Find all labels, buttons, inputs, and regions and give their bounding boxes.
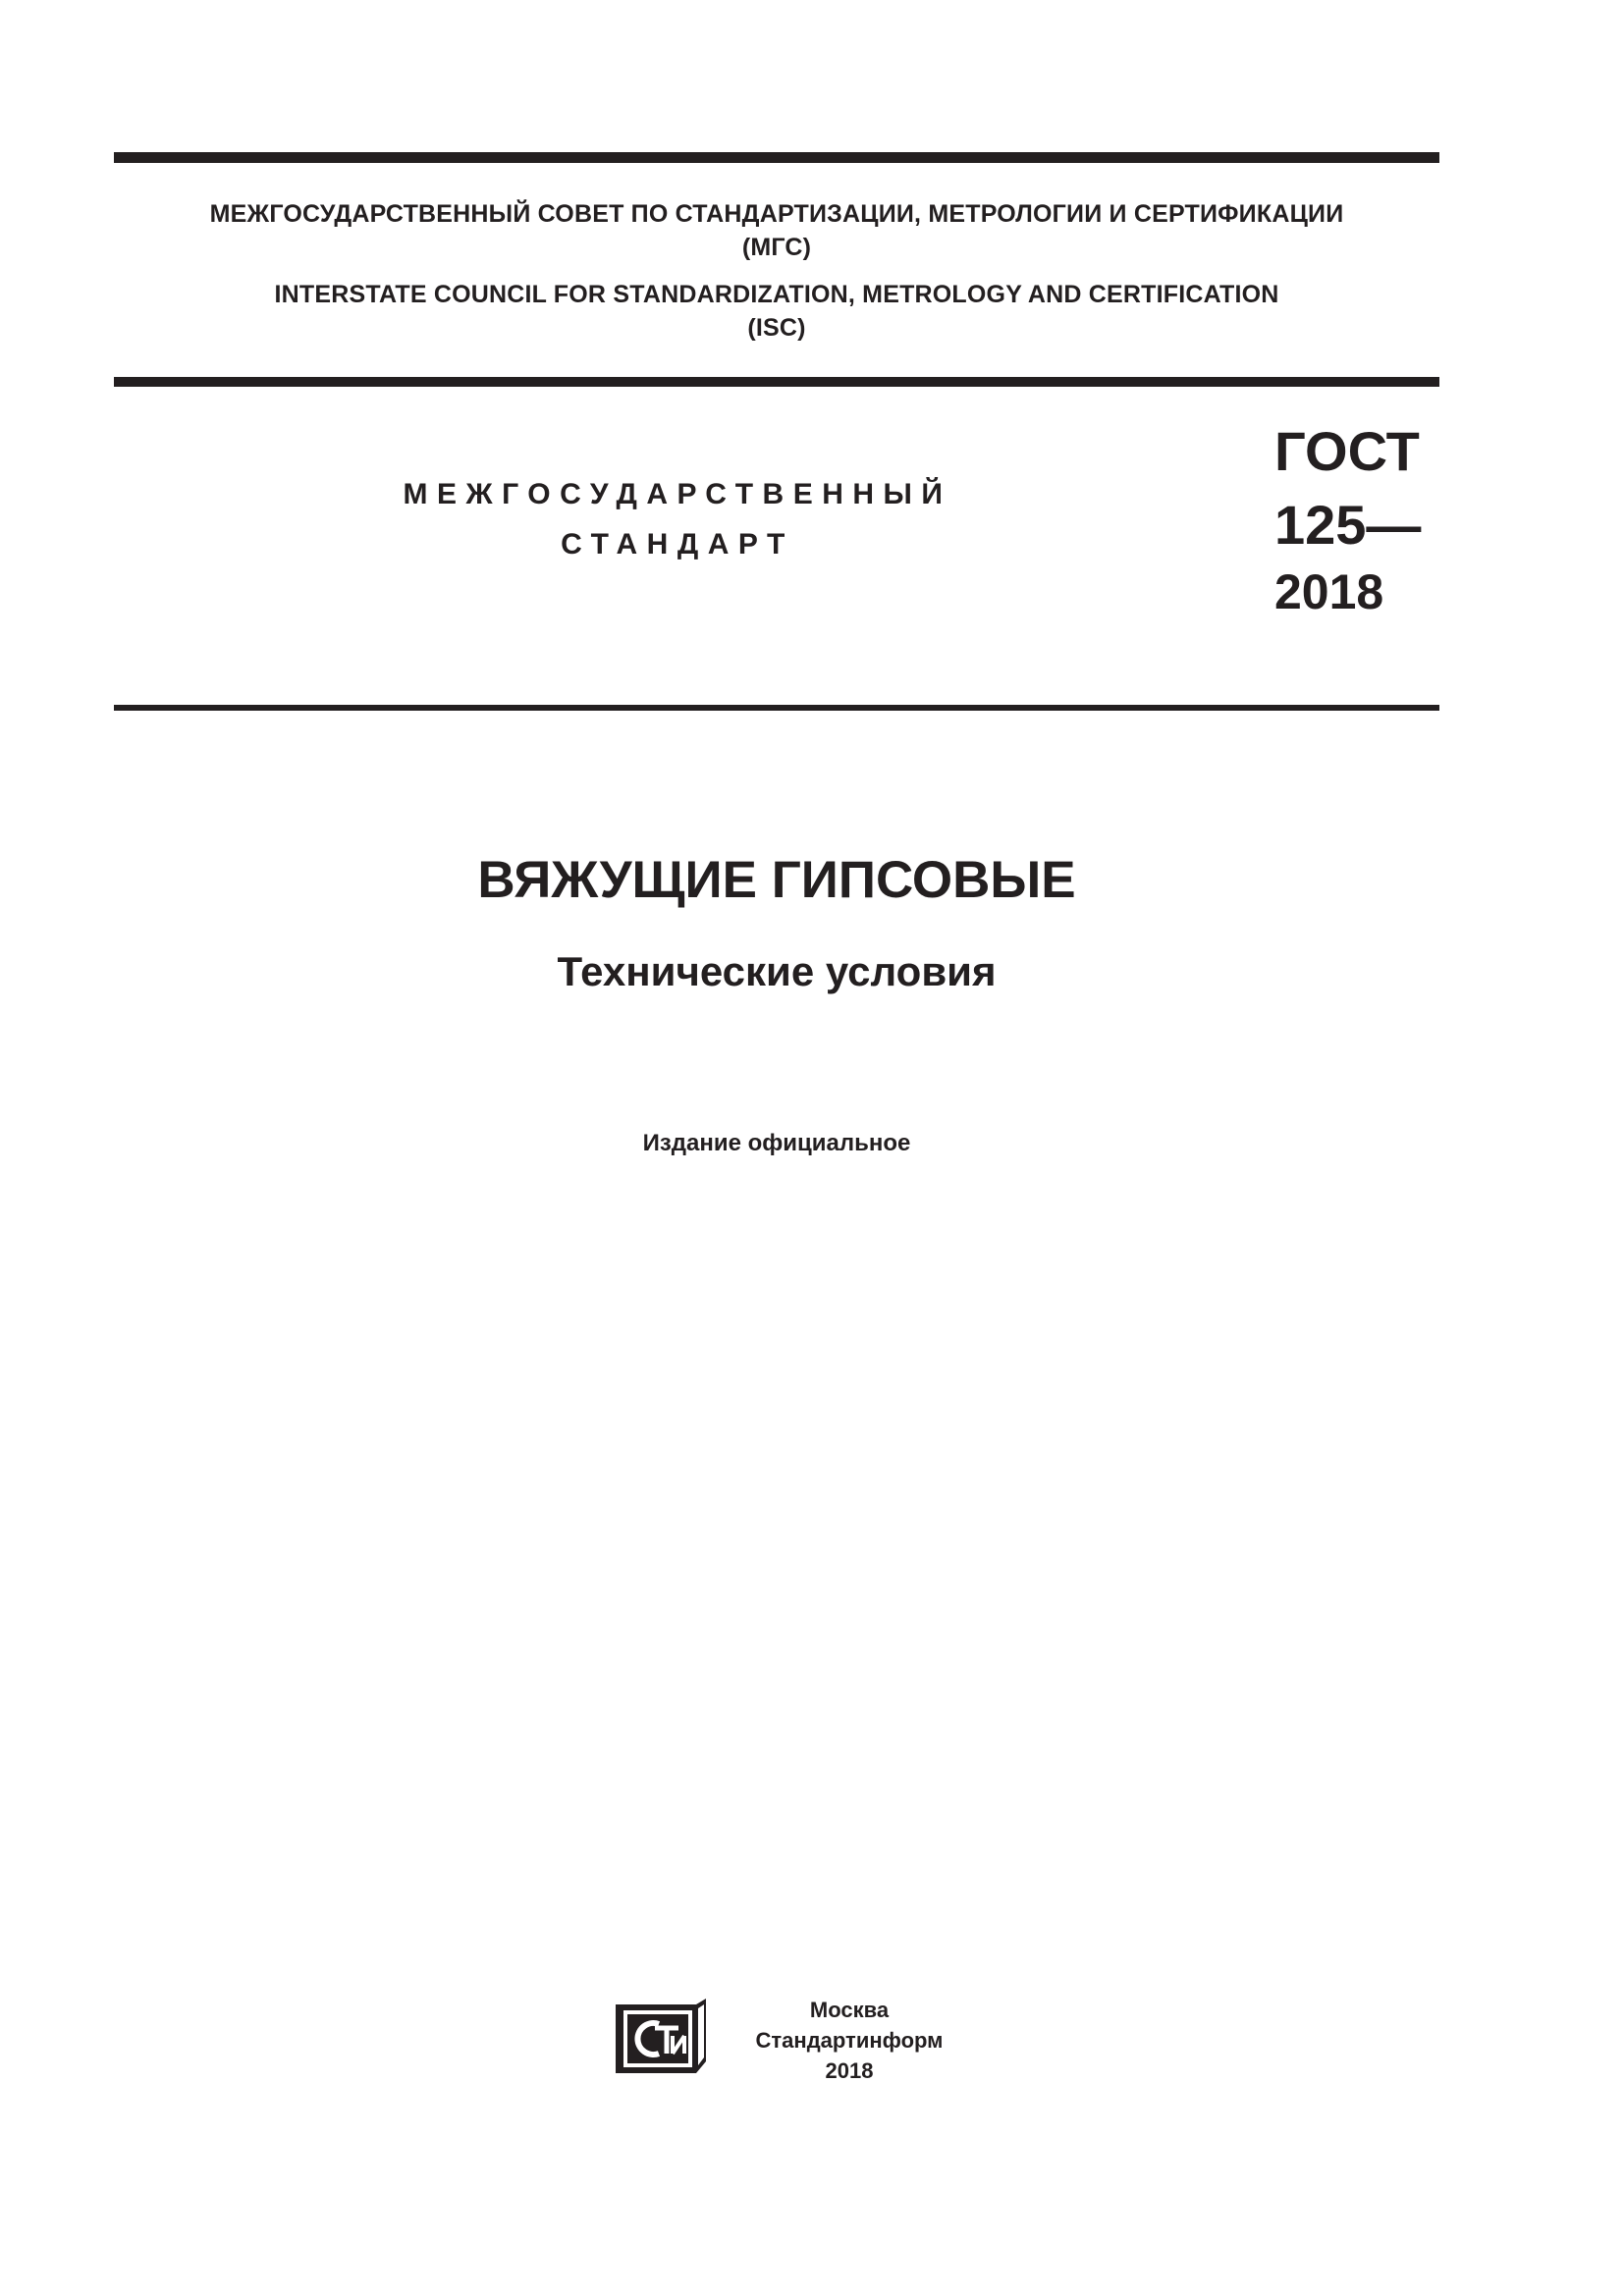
council-name-en-line: INTERSTATE COUNCIL FOR STANDARDIZATION, METROLOGY AND CERTIFICATION [274,281,1279,308]
standard-kind-line1: МЕЖГОСУДАРСТВЕННЫЙ [403,478,952,510]
document-title: ВЯЖУЩИЕ ГИПСОВЫЕ [477,851,1076,909]
title-rule [114,705,1439,711]
publisher-name: Стандартинформ [755,2028,944,2053]
standard-kind-line2: СТАНДАРТ [561,528,794,561]
top-rule [114,152,1439,163]
document-subtitle: Технические условия [557,948,997,994]
council-abbr-en: (ISC) [747,314,806,342]
standartinform-logo-icon [616,1999,708,2075]
publisher-year: 2018 [825,2058,874,2083]
designation-prefix: ГОСТ [1274,420,1420,482]
designation-year: 2018 [1274,564,1384,619]
publisher-city: Москва [809,1998,890,2022]
council-abbr-ru: (МГС) [741,234,812,261]
designation-number: 125— [1274,494,1422,556]
council-name-ru [114,197,1439,264]
council-name-ru-line: МЕЖГОСУДАРСТВЕННЫЙ СОВЕТ ПО СТАНДАРТИЗАЦИИ, МЕТРОЛОГИИ И СЕРТИФИКАЦИИ [209,200,1344,228]
publisher-block [731,1995,967,2086]
edition-label: Издание официальное [642,1130,911,1156]
header-rule [114,377,1439,387]
council-name-en [114,278,1439,345]
